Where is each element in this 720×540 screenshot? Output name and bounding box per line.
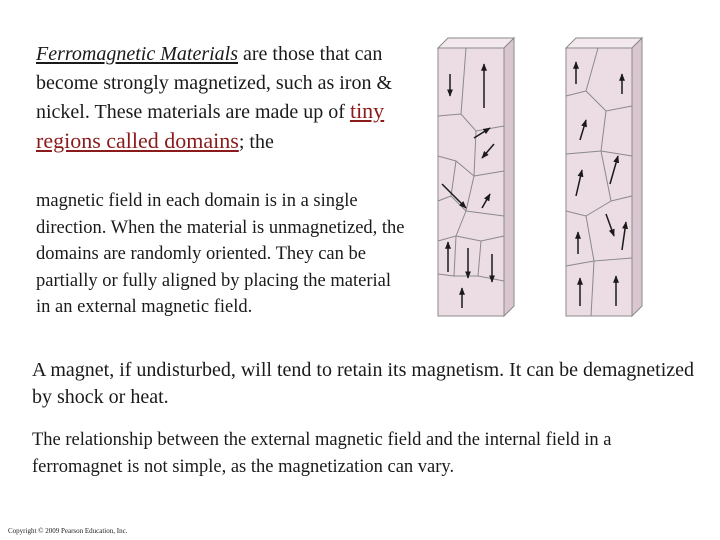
copyright-notice: Copyright © 2009 Pearson Education, Inc. [8, 527, 128, 535]
bar-side-face [632, 38, 642, 316]
domain-bar-partially-aligned [566, 38, 642, 316]
domain-description: magnetic field in each domain is in a single direction. When the material is unmagnetized, the domains are randomly oriented. They can be partially or fully aligned by placing the material in an external magnetic field. [36, 191, 405, 317]
domains-highlight: tiny regions called domains [36, 98, 385, 153]
domain-bar-unmagnetized [438, 38, 514, 316]
magnetic-domains-figure [426, 36, 672, 326]
intro-text: are those that can become strongly magnetized, such as iron & nickel. These materials are made up of [36, 43, 393, 123]
bar-side-face [504, 38, 514, 316]
intro-text-end: ; the [238, 130, 274, 153]
retention-paragraph: A magnet, if undisturbed, will tend to retain its magnetism. It can be demagnetized by shock or heat. [32, 359, 695, 408]
bar-top-face [438, 38, 514, 48]
relationship-paragraph: The relationship between the external magnetic field and the internal field in a ferromagnet is not simple, as the magnetization can vary. [32, 430, 612, 477]
term-ferromagnetic-materials: Ferromagnetic Materials [36, 43, 239, 65]
intro-paragraph [36, 40, 406, 156]
bar-top-face [566, 38, 642, 48]
